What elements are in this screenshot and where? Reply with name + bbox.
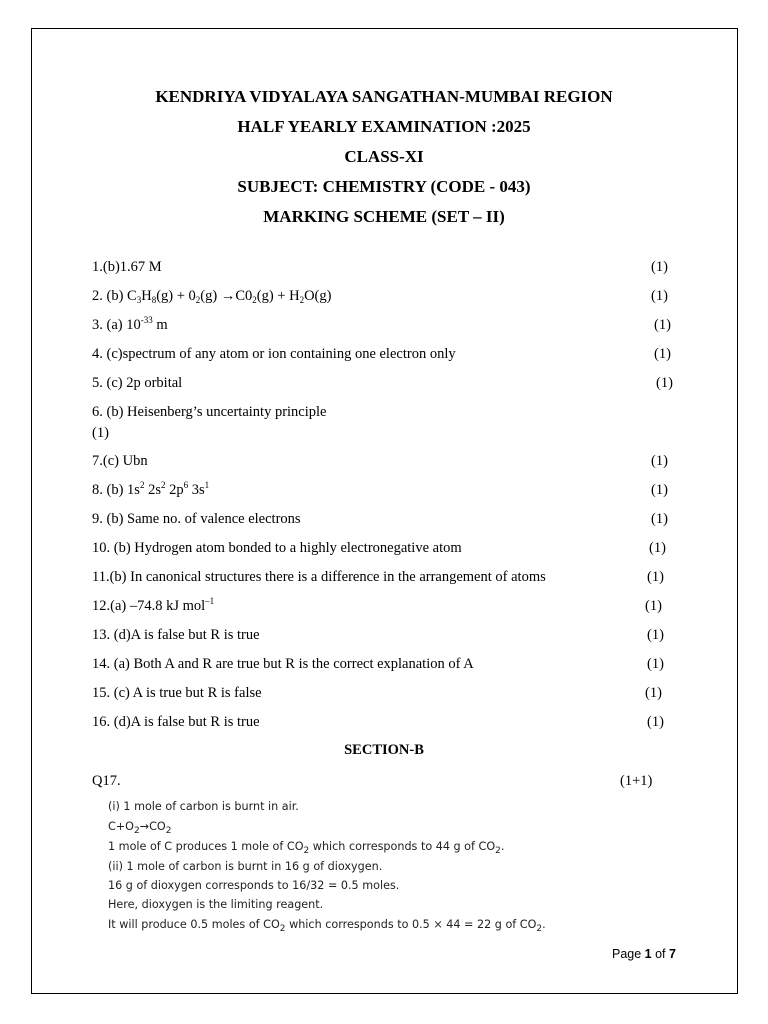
q17-solution-image <box>108 798 668 938</box>
answer-13-marks: (1) <box>647 627 664 643</box>
subject-title: SUBJECT: CHEMISTRY (CODE - 043) <box>237 177 531 196</box>
answer-2-marks: (1) <box>651 288 668 304</box>
answer-10-marks: (1) <box>649 540 666 556</box>
scheme-title: MARKING SCHEME (SET – II) <box>263 207 505 226</box>
answer-14-marks: (1) <box>647 656 664 672</box>
answer-13: 13. (d)A is false but R is true <box>92 627 260 643</box>
q17-marks: (1+1) <box>620 773 653 789</box>
answer-1: 1.(b)1.67 M <box>92 259 162 275</box>
solution-line-4: (ii) 1 mole of carbon is burnt in 16 g of dioxygen. <box>108 860 383 873</box>
answer-2: 2. (b) $C_3H_8(g) + 0_2(g) \to C0_2(g) + H_2O(g)$ <box>92 288 332 305</box>
answer-4: 4. (c)spectrum of any atom or ion containing one electron only <box>92 346 456 362</box>
school-name: KENDRIYA VIDYALAYA SANGATHAN-MUMBAI REGION <box>155 87 613 106</box>
answer-12: 12.(a) –74.8 kJ mol$^{-1}$ <box>92 596 215 614</box>
answer-12-marks: (1) <box>645 598 662 614</box>
solution-line-6: Here, dioxygen is the limiting reagent. <box>108 898 324 911</box>
answer-15: 15. (c) A is true but R is false <box>92 685 262 701</box>
page-number: Page 1 of 7 <box>612 947 676 961</box>
solution-line-7: It will produce 0.5 moles of $CO_2$ which corresponds to 0.5 × 44 = 22 g of $CO_2$. <box>108 918 546 934</box>
answer-3-marks: (1) <box>654 317 671 333</box>
class-title: CLASS-XI <box>344 147 424 166</box>
answer-15-marks: (1) <box>645 685 662 701</box>
solution-line-3: 1 mole of C produces 1 mole of $CO_2$ which corresponds to 44 g of $CO_2$. <box>108 840 505 856</box>
answer-5-marks: (1) <box>656 375 673 391</box>
answer-16-marks: (1) <box>647 714 664 730</box>
answer-16: 16. (d)A is false but R is true <box>92 714 260 730</box>
answer-9-marks: (1) <box>651 511 668 527</box>
answer-7-marks: (1) <box>651 453 668 469</box>
answer-4-marks: (1) <box>654 346 671 362</box>
answer-1-marks: (1) <box>651 259 668 275</box>
q17-label: Q17. <box>92 773 121 789</box>
answer-3: 3. (a) $10^{-33}$ m <box>92 315 168 333</box>
solution-line-1: (i) 1 mole of carbon is burnt in air. <box>108 800 299 813</box>
answer-5: 5. (c) 2p orbital <box>92 375 183 391</box>
answer-11-marks: (1) <box>647 569 664 585</box>
solution-line-2: $C+O_2\to CO_2$ <box>108 820 172 836</box>
answer-8: 8. (b) $1s^2$ $2s^2$ $2p^6$ $3s^1$ <box>92 480 210 498</box>
answer-11: 11.(b) In canonical structures there is a difference in the arrangement of atoms <box>92 569 546 585</box>
solution-line-5: 16 g of dioxygen corresponds to 16/32 = 0.5 moles. <box>108 879 400 892</box>
answer-7: 7.(c) Ubn <box>92 453 148 469</box>
answer-6-marks: (1) <box>92 425 109 441</box>
exam-title: HALF YEARLY EXAMINATION :2025 <box>237 117 531 136</box>
answer-10: 10. (b) Hydrogen atom bonded to a highly electronegative atom <box>92 540 462 556</box>
section-b-heading: SECTION-B <box>344 742 424 758</box>
answer-9: 9. (b) Same no. of valence electrons <box>92 511 301 527</box>
answer-8-marks: (1) <box>651 482 668 498</box>
answer-6: 6. (b) Heisenberg’s uncertainty principle <box>92 404 327 420</box>
answer-14: 14. (a) Both A and R are true but R is the correct explanation of A <box>92 656 474 672</box>
